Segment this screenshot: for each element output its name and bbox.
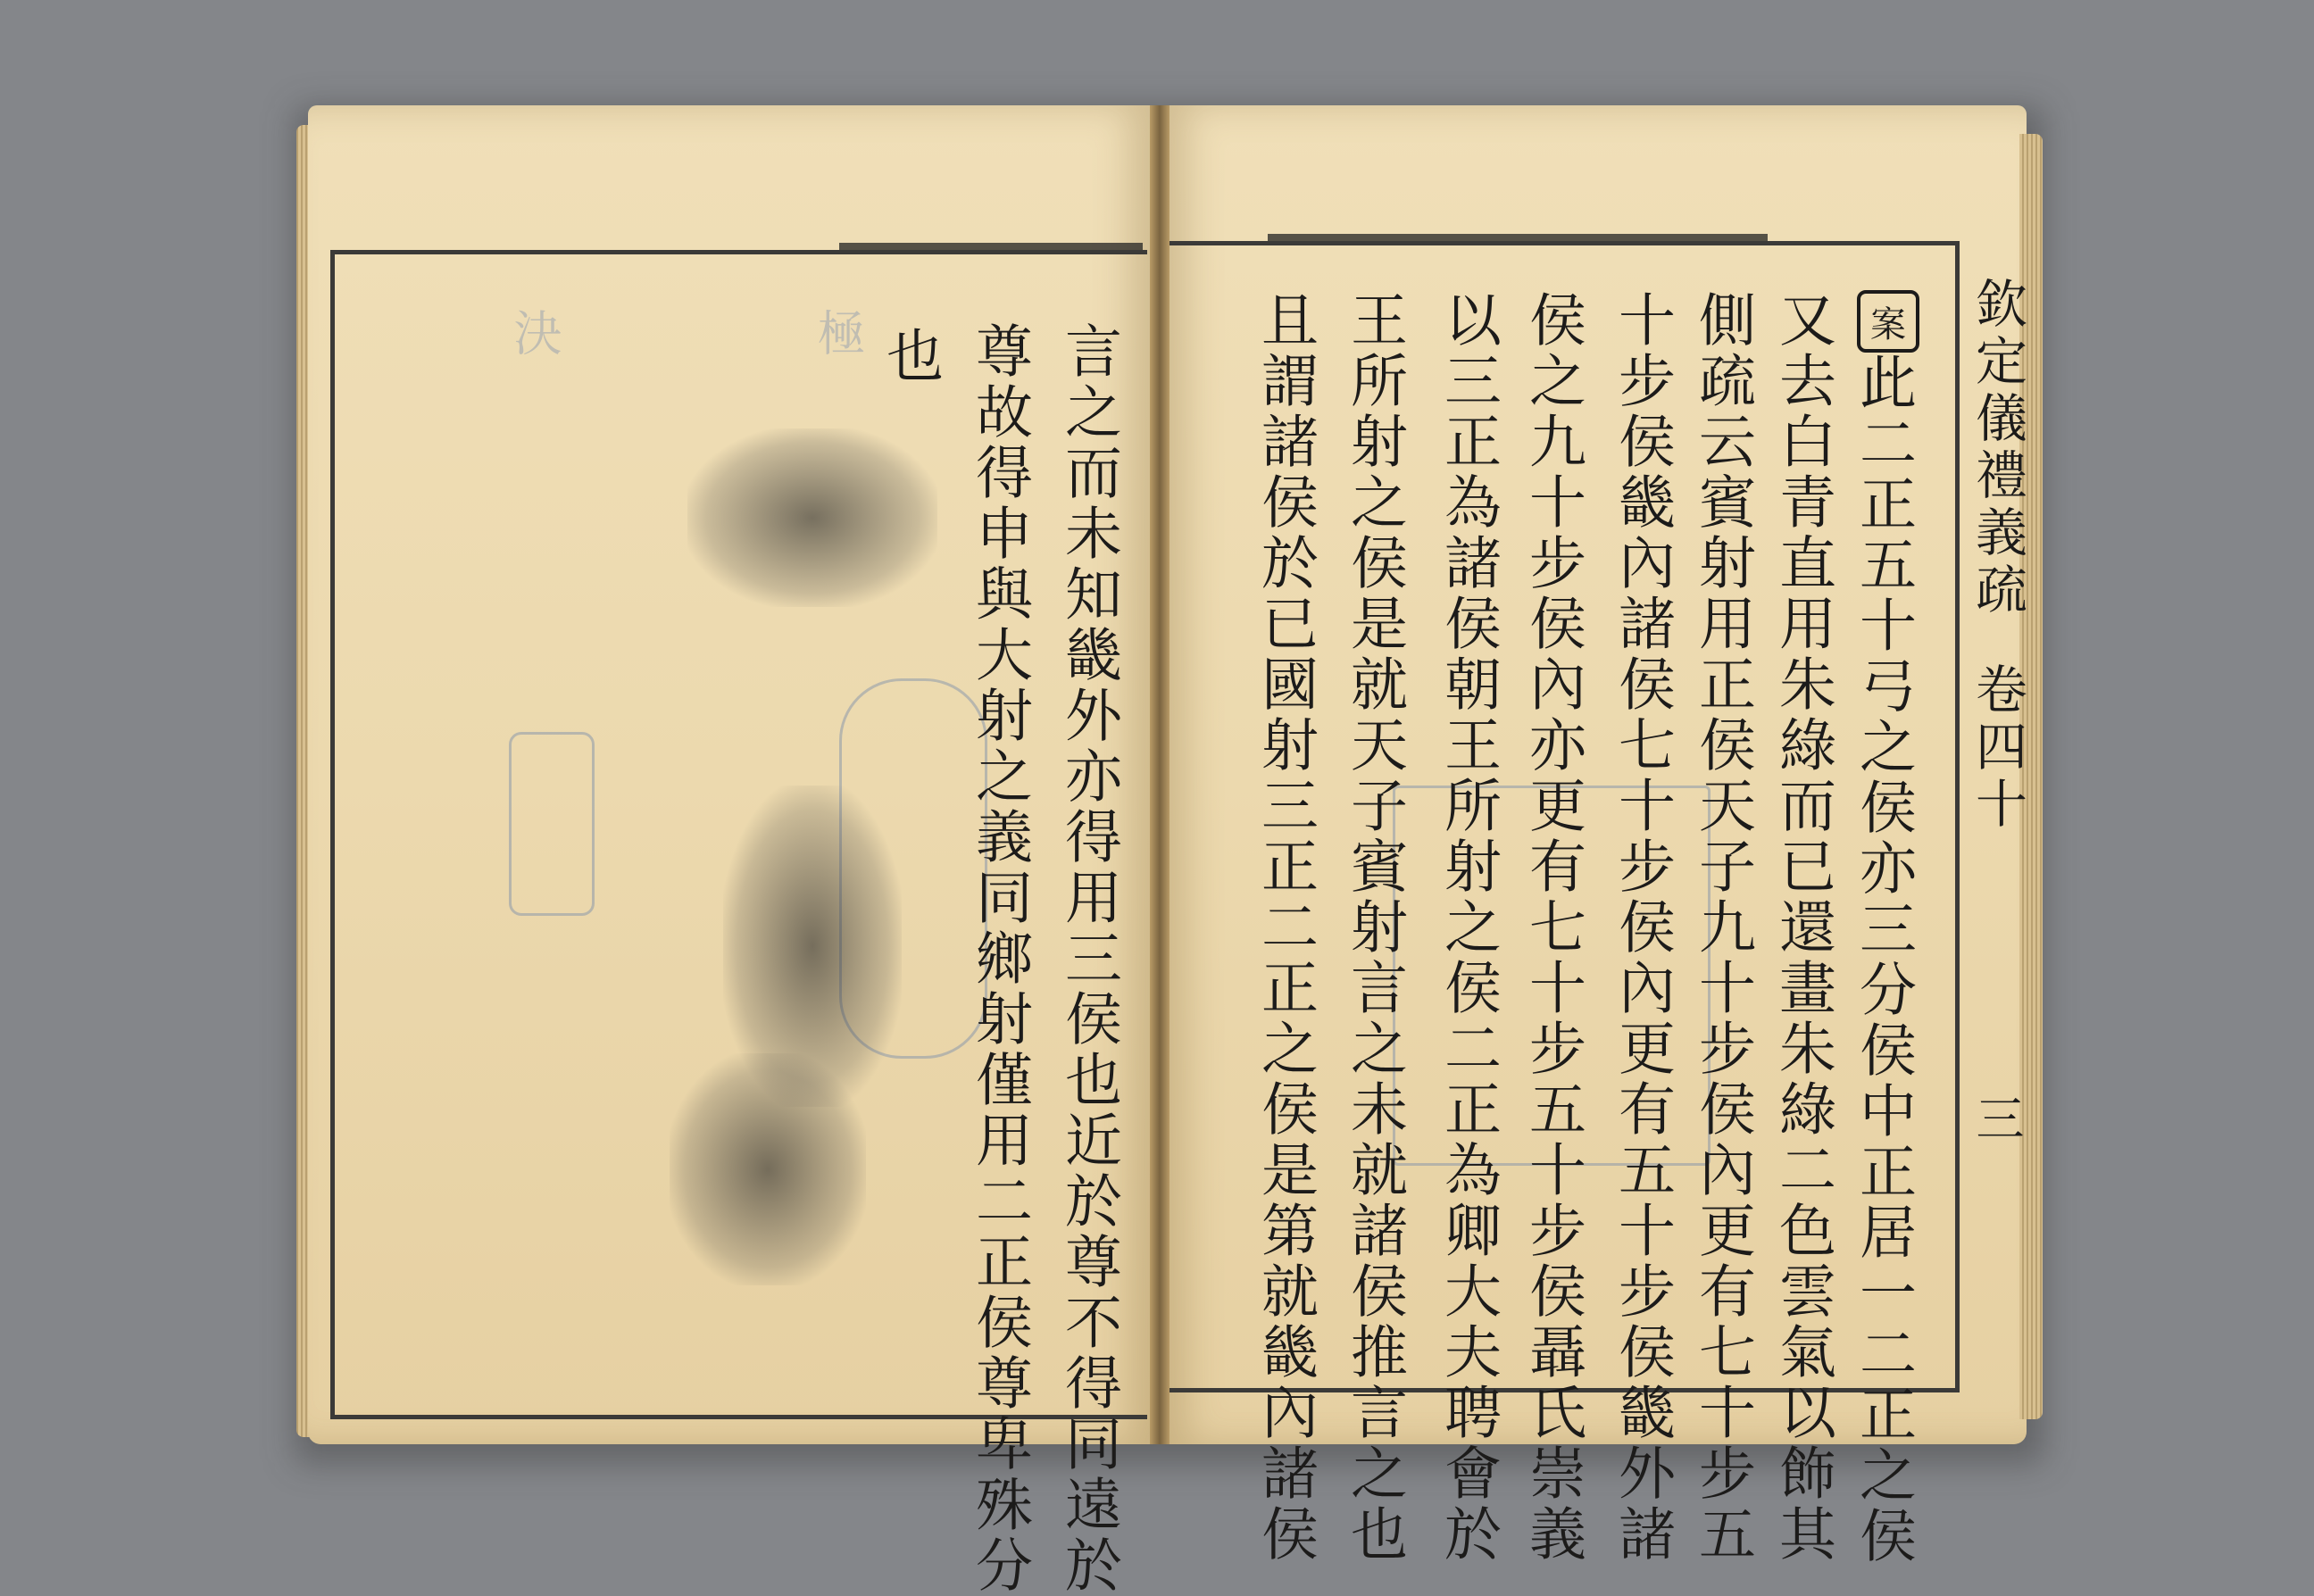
left-col-2: 尊故得申與大射之義同鄉射僅用二正侯尊卑殊分 <box>966 321 1032 1596</box>
margin-volume-text: 卷四十 <box>1967 662 2027 835</box>
left-col-1: 言之而未知畿外亦得用三侯也近於尊不得同遠於 <box>1055 321 1121 1596</box>
margin-page-number: 三 <box>1969 1093 2025 1142</box>
left-col-3: 也 <box>877 326 943 387</box>
right-col-8: 且謂諸侯於已國射三正二正之侯是第就畿內諸侯 <box>1252 290 1318 1565</box>
right-col-6: 以三正為諸侯朝王所射之侯二正為卿大夫聘會於 <box>1435 290 1501 1565</box>
right-col-3: 側疏云賓射用正侯天子九十步侯內更有七十步五 <box>1689 290 1755 1565</box>
faint-label-2: 極 <box>810 308 866 356</box>
right-col-7: 王所射之侯是就天子賓射言之未就諸侯推言之也 <box>1341 290 1407 1565</box>
right-col-2: 又去白青直用朱綠而已還畫朱綠二色雲氣以飾其 <box>1769 290 1835 1565</box>
right-col-4: 十步侯畿內諸侯七十步侯內更有五十步侯畿外諸 <box>1609 290 1675 1565</box>
ink-smudge-upper <box>687 428 937 607</box>
right-col-1: 此二正五十弓之侯亦三分侯中正居一二正之侯 <box>1850 353 1916 1567</box>
ink-smudge-lower <box>670 1053 866 1285</box>
commentary-marker <box>1857 290 1919 353</box>
ghost-illustration-thumb-ring <box>509 732 595 916</box>
margin-title-text: 欽定儀禮義疏 <box>1967 277 2027 619</box>
faint-label-1: 決 <box>506 308 562 356</box>
commentary-marker-text: 案 <box>1870 303 1906 345</box>
margin-book-title <box>1960 277 2035 834</box>
right-col-5: 侯之九十步侯內亦更有七十步五十步侯聶氏崇義 <box>1519 290 1586 1565</box>
right-frame-top-rule <box>1268 234 1768 241</box>
left-frame-top-rule <box>839 243 1143 250</box>
book-gutter <box>1150 105 1169 1444</box>
